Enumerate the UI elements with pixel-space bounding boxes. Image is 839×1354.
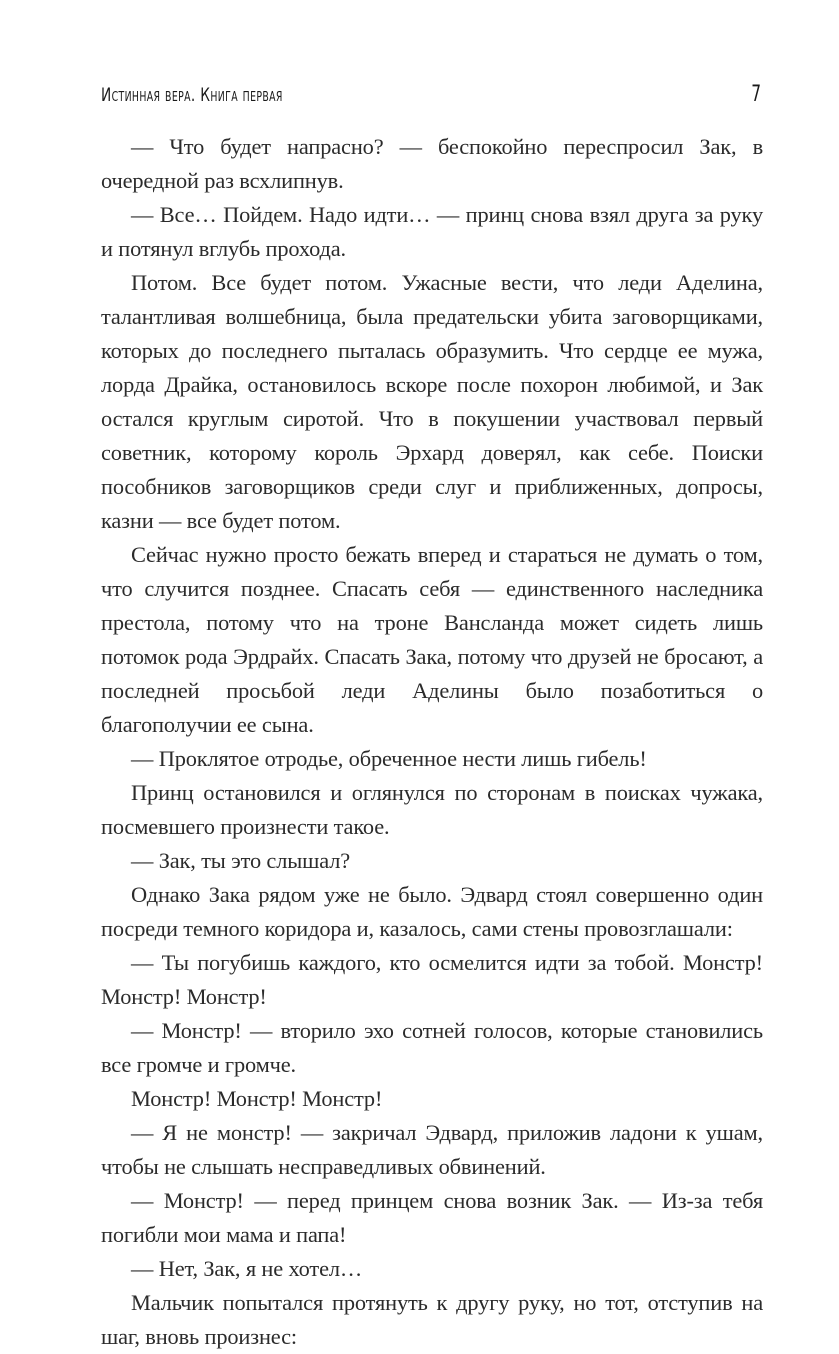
paragraph: Потом. Все будет потом. Ужасные вести, что леди Аделина, талантливая волшебница, была предательски убита заговорщиками, которых до последнего пыталась образумить. Что сердце ее мужа, лорда Драйка, остановилось вскоре после похорон любимой, и Зак остался круглым сиротой. Что в покушении участвовал первый советник, которому король Эрхард доверял, как себе. Поиски пособников заговорщиков среди слуг и приближенных, допросы, казни — все будет потом. [101,270,763,533]
paragraph: — Нет, Зак, я не хотел… [131,1256,363,1281]
paragraph: Принц остановился и оглянулся по сторонам в поисках чужака, посмевшего произнести такое. [101,780,763,839]
running-title: Истинная вера. Книга первая [101,84,283,106]
paragraph: — Монстр! — перед принцем снова возник Зак. — Из-за тебя погибли мои мама и папа! [101,1188,763,1247]
paragraph: — Ты погубишь каждого, кто осмелится идти за тобой. Монстр! Монстр! Монстр! [101,950,763,1009]
paragraph: Однако Зака рядом уже не было. Эдвард стоял совершенно один посреди темного коридора и, казалось, сами стены провозглашали: [101,882,763,941]
paragraph: — Монстр! — вторило эхо сотней голосов, которые становились все громче и громче. [101,1018,763,1077]
paragraph: — Все… Пойдем. Надо идти… — принц снова взял друга за руку и потянул вглубь прохода. [101,202,763,261]
paragraph: — Проклятое отродье, обреченное нести лишь гибель! [131,746,647,771]
paragraph: — Зак, ты это слышал? [131,848,351,873]
running-head [101,80,763,110]
paragraph: Монстр! Монстр! Монстр! [131,1086,383,1111]
paragraph: Мальчик попытался протянуть к другу руку, но тот, отступив на шаг, вновь произнес: [101,1290,763,1349]
paragraph: Сейчас нужно просто бежать вперед и стараться не думать о том, что случится позднее. Спасать себя — единственного наследника престола, потому что на троне Вансланда может сидеть лишь потомок рода Эрдрайх. Спасать Зака, потому что друзей не бросают, а последней просьбой леди Аделины было позаботиться о благополучии ее сына. [101,542,763,737]
paragraph: — Что будет напрасно? — беспокойно переспросил Зак, в очередной раз всхлипнув. [101,134,763,193]
body-text [101,130,763,1354]
paragraph: — Я не монстр! — закричал Эдвард, приложив ладони к ушам, чтобы не слышать несправедливых обвинений. [101,1120,763,1179]
page-number: 7 [751,82,761,107]
